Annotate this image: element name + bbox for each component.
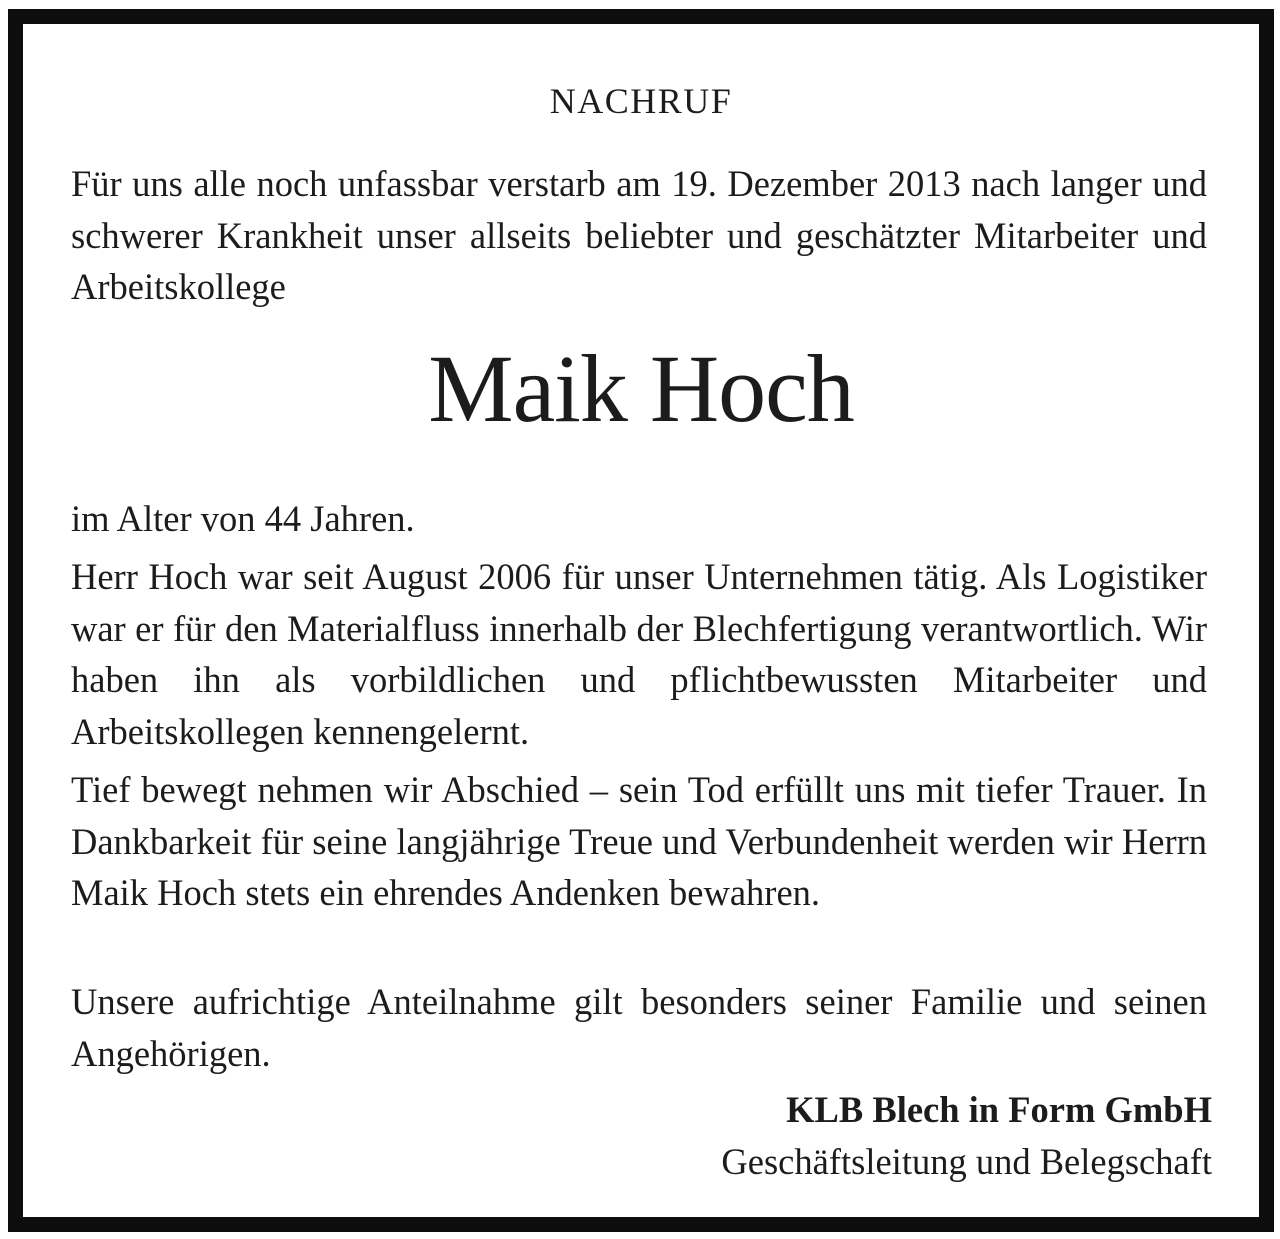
employment-paragraph: Herr Hoch war seit August 2006 für unser Unternehmen tätig. Als Logistiker war er für den Materialfluss innerhalb der Blechfertigung verantwortlich. Wir haben ihn als vorbildlichen und pflichtbewussten Mitarbeiter und Arbeitskollegen kennengelernt.: [71, 556, 1207, 752]
signatories: Geschäftsleitung und Belegschaft: [721, 1141, 1212, 1182]
farewell-paragraph: Tief bewegt nehmen wir Abschied – sein Tod erfüllt uns mit tiefer Trauer. In Dankbarkeit für seine langjährige Treue und Verbundenheit werden wir Herrn Maik Hoch stets ein ehrendes Andenken bewahren.: [71, 769, 1207, 913]
deceased-name: Maik Hoch: [428, 335, 854, 442]
age-line: im Alter von 44 Jahren.: [71, 498, 415, 539]
condolence-paragraph: Unsere aufrichtige Anteilnahme gilt besonders seiner Familie und seinen Angehörigen.: [71, 981, 1207, 1074]
intro-paragraph: Für uns alle noch unfassbar verstarb am 19. Dezember 2013 nach langer und schwerer Krankheit unser allseits beliebter und geschätzter Mitarbeiter und Arbeitskollege: [71, 163, 1207, 307]
obituary-notice: [8, 9, 1274, 1232]
notice-heading: NACHRUF: [549, 81, 733, 121]
company-name: KLB Blech in Form GmbH: [786, 1089, 1212, 1130]
